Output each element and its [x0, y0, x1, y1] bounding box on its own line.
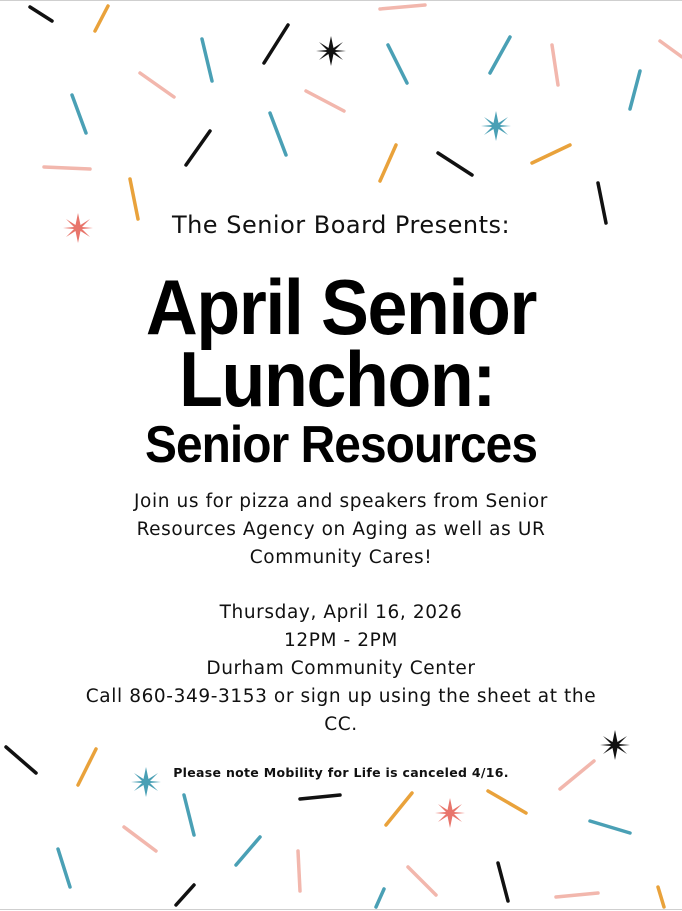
confetti-dash	[556, 893, 598, 897]
confetti-dash	[380, 145, 396, 181]
event-time: 12PM - 2PM	[284, 630, 398, 651]
confetti-dash	[270, 113, 286, 155]
sparkle-icon	[435, 798, 465, 828]
confetti-dash	[298, 851, 300, 891]
event-location: Durham Community Center	[206, 658, 476, 679]
event-contact: Call 860-349-3153 or sign up using the sheet at the CC.	[85, 686, 597, 735]
confetti-dash	[124, 827, 156, 851]
confetti-dash	[498, 863, 508, 901]
confetti-dash	[72, 95, 86, 133]
presenter-line: The Senior Board Presents:	[171, 211, 511, 239]
confetti-dash	[408, 867, 436, 895]
confetti-dash	[658, 887, 664, 907]
confetti-dash	[380, 5, 425, 9]
confetti-dash	[532, 145, 570, 163]
confetti-dash	[140, 73, 174, 97]
confetti-dash	[176, 885, 194, 905]
subtitle: Senior Resources	[144, 416, 538, 474]
confetti-dash	[660, 41, 682, 57]
sparkle-icon	[316, 36, 346, 66]
event-date: Thursday, April 16, 2026	[219, 602, 463, 623]
confetti-dash	[30, 7, 52, 21]
event-description: Join us for pizza and speakers from Senior Resources Agency on Aging as well as UR Community Cares!	[134, 491, 548, 568]
confetti-dash	[44, 167, 90, 169]
sparkle-icon	[481, 111, 511, 141]
confetti-dash	[630, 71, 640, 109]
cancellation-note: Please note Mobility for Life is canceled 4/16.	[173, 765, 509, 780]
confetti-dash	[184, 795, 194, 835]
confetti-dash	[95, 6, 108, 31]
confetti-dash	[388, 45, 407, 83]
confetti-dash	[300, 795, 340, 799]
confetti-dash	[264, 25, 288, 63]
confetti-dash	[488, 791, 526, 813]
confetti-dash	[386, 793, 412, 825]
confetti-dash	[552, 45, 558, 85]
title-line-1: April Senior	[145, 263, 537, 351]
confetti-dash	[438, 153, 472, 175]
confetti-dash	[186, 131, 210, 165]
confetti-dash	[202, 39, 212, 81]
confetti-dash	[236, 837, 260, 865]
confetti-dash	[490, 37, 510, 73]
confetti-dash	[590, 821, 630, 833]
confetti-dash	[306, 91, 344, 111]
title-line-2: Lunchon:	[179, 335, 495, 423]
confetti-dash	[58, 849, 70, 887]
confetti-dash	[376, 889, 384, 907]
event-details	[0, 599, 682, 739]
